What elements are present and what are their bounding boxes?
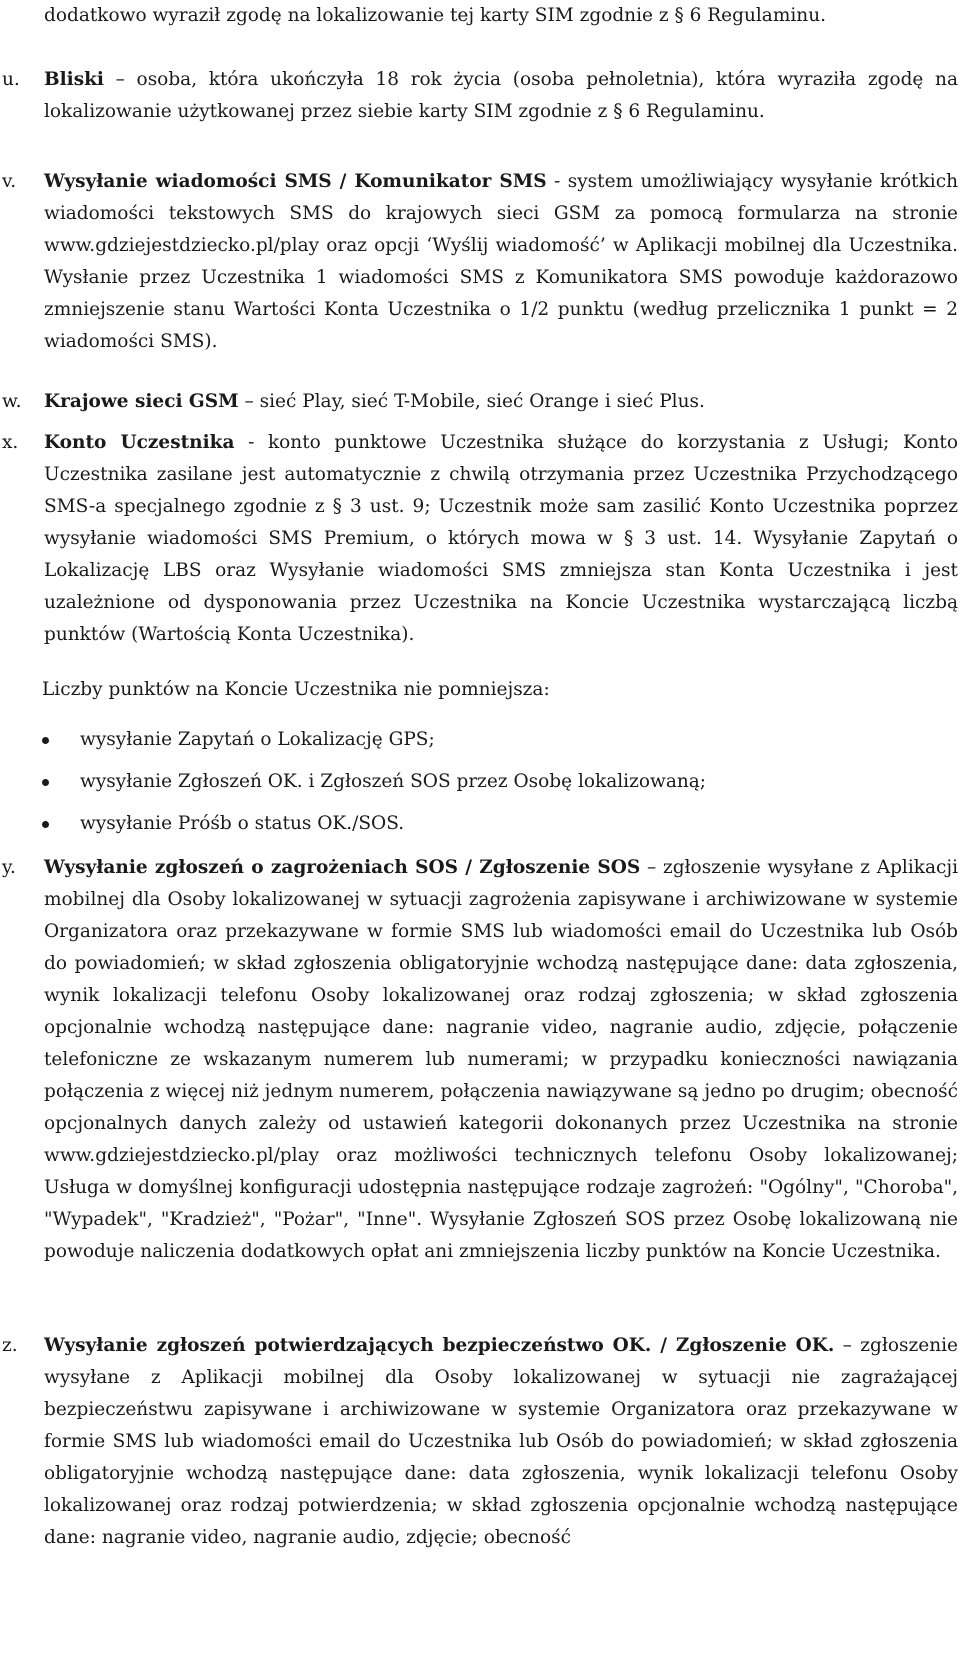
definition-body (44, 427, 958, 651)
bullet-text: wysyłanie Zapytań o Lokalizację GPS; (80, 729, 435, 750)
sub-intro: Liczby punktów na Koncie Uczestnika nie pomniejsza: (42, 679, 550, 700)
definition-term: Bliski (44, 69, 104, 90)
list-marker: y. (2, 857, 16, 878)
bullet-text: wysyłanie Próśb o status OK./SOS. (80, 813, 405, 834)
definition-text: – zgłoszenie wysyłane z Aplikacji mobilnej dla Osoby lokalizowanej w sytuacji zagrożenia zapisywane i archiwizowane w systemie Organizatora oraz przekazywane w formie SMS lub wiadomości email do Uczestnika lub Osób do powiadomień; w skład zgłoszenia obligatoryjnie wchodzą następujące dane: data zgłoszenia, wynik lokalizacji telefonu Osoby lokalizowanej oraz rodzaj zgłoszenia; w skład zgłoszenia opcjonalnie wchodzą następujące dane: nagranie video, nagranie audio, zdjęcie, połączenie telefoniczne ze wskazanym numerem lub numerami; w przypadku konieczności nawiązania połączenia z więcej niż jednym numerem, połączenia nawiązywane są jedno po drugim; obecność opcjonalnych danych zależy od ustawień kategorii dokonanych przez Uczestnika na stronie www.gdziejestdziecko.pl/play oraz możliwości technicznych telefonu Osoby lokalizowanej; Usługa w domyślnej konfiguracji udostępnia następujące rodzaje zagrożeń: "Ogólny", "Choroba", "Wypadek", "Kradzież", "Pożar", "Inne". Wysyłanie Zgłoszeń SOS przez Osobę lokalizowaną nie powoduje naliczenia dodatkowych opłat ani zmniejszenia liczby punktów na Koncie Uczestnika. (44, 857, 958, 1262)
definition-text: – osoba, która ukończyła 18 rok życia (osoba pełnoletnia), która wyraziła zgodę na lokalizowanie użytkowanej przez siebie karty SIM zgodnie z § 6 Regulaminu. (44, 69, 958, 122)
list-marker: u. (2, 69, 20, 90)
definition-body (44, 1330, 958, 1554)
bullet-dot-icon (42, 821, 49, 828)
definition-body (44, 64, 958, 128)
definition-text: - konto punktowe Uczestnika służące do korzystania z Usługi; Konto Uczestnika zasilane jest automatycznie z chwilą otrzymania przez Uczestnika Przychodzącego SMS-a specjalnego zgodnie z § 3 ust. 9; Uczestnik może sam zasilić Konto Uczestnika poprzez wysyłanie wiadomości SMS Premium, o których mowa w § 3 ust. 14. Wysyłanie Zapytań o Lokalizację LBS oraz Wysyłanie wiadomości SMS zmniejsza stan Konta Uczestnika i jest uzależnione od dysponowania przez Uczestnika na Koncie Uczestnika wystarczającą liczbą punktów (Wartością Konta Uczestnika). (44, 432, 958, 645)
bullet-item (0, 808, 960, 840)
definition-term: Krajowe sieci GSM (44, 391, 239, 412)
definition-term: Wysyłanie zgłoszeń potwierdzających bezpieczeństwo OK. / Zgłoszenie OK. (44, 1335, 835, 1356)
definition-text: – sieć Play, sieć T-Mobile, sieć Orange i sieć Plus. (238, 391, 705, 412)
definition-term: Konto Uczestnika (44, 432, 235, 453)
definition-text: - system umożliwiający wysyłanie krótkich wiadomości tekstowych SMS do krajowych sieci GSM za pomocą formularza na stronie www.gdziejestdziecko.pl/play oraz opcji ‘Wyślij wiadomość’ w Aplikacji mobilnej dla Uczestnika. Wysłanie przez Uczestnika 1 wiadomości SMS z Komunikatora SMS powoduje każdorazowo zmniejszenie stanu Wartości Konta Uczestnika o 1/2 punktu (według przelicznika 1 punkt = 2 wiadomości SMS). (44, 171, 958, 352)
bullet-dot-icon (42, 779, 49, 786)
definition-body (44, 852, 958, 1268)
definition-body (44, 166, 958, 358)
definition-term: Wysyłanie wiadomości SMS / Komunikator SMS (44, 171, 547, 192)
bullet-dot-icon (42, 737, 49, 744)
list-marker: z. (2, 1335, 18, 1356)
list-marker: x. (2, 432, 19, 453)
bullet-text: wysyłanie Zgłoszeń OK. i Zgłoszeń SOS przez Osobę lokalizowaną; (80, 771, 707, 792)
definition-text: – zgłoszenie wysyłane z Aplikacji mobilnej dla Osoby lokalizowanej w sytuacji nie zagrażającej bezpieczeństwu zapisywane i archiwizowane w systemie Organizatora oraz przekazywane w formie SMS lub wiadomości email do Uczestnika lub Osób do powiadomień; w skład zgłoszenia obligatoryjnie wchodzą następujące dane: data zgłoszenia, wynik lokalizacji telefonu Osoby lokalizowanej oraz rodzaj potwierdzenia; w skład zgłoszenia opcjonalnie wchodzą następujące dane: nagranie video, nagranie audio, zdjęcie; obecność (44, 1335, 958, 1548)
bullet-item (0, 766, 960, 798)
list-marker: w. (2, 391, 22, 412)
definition-text: dodatkowo wyraził zgodę na lokalizowanie tej karty SIM zgodnie z § 6 Regulaminu. (44, 5, 826, 26)
list-marker: v. (2, 171, 17, 192)
definition-term: Wysyłanie zgłoszeń o zagrożeniach SOS / Zgłoszenie SOS (44, 857, 641, 878)
bullet-item (0, 724, 960, 756)
definition-body (44, 386, 958, 418)
